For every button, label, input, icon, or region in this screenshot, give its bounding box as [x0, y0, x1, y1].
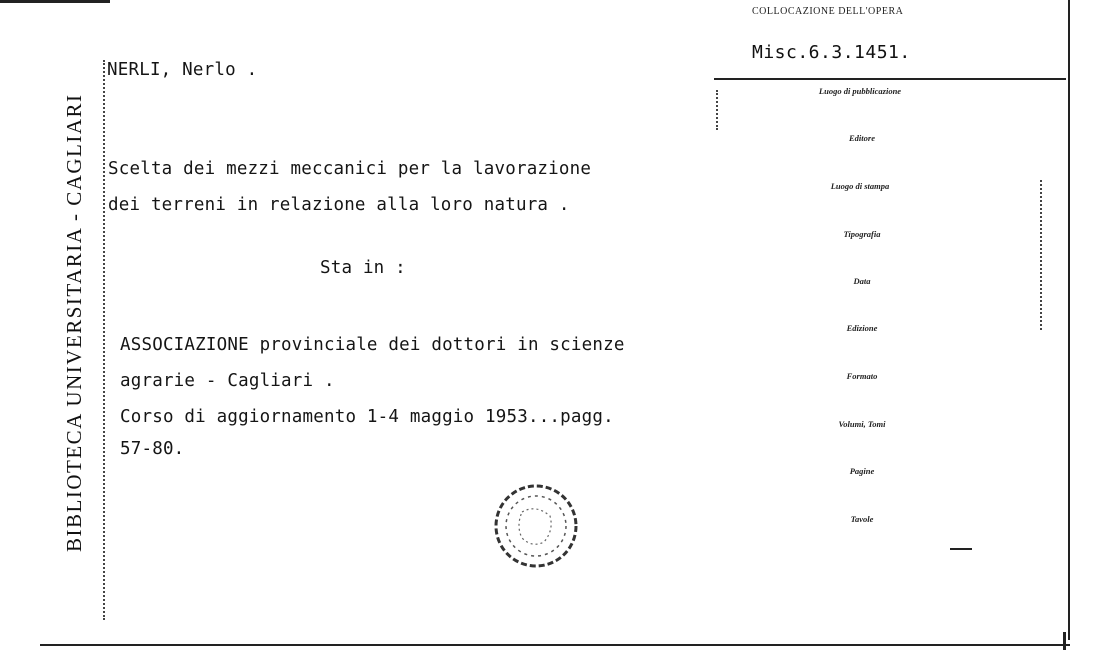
title-line-1: Scelta dei mezzi meccanici per la lavorazione: [108, 159, 592, 179]
field-tipografia: Tipografia: [843, 229, 881, 239]
field-volumi-tomi: Volumi, Tomi: [838, 419, 886, 429]
library-stamp-vertical: BIBLIOTECA UNIVERSITARIA - CAGLIARI: [62, 93, 86, 552]
source-line-3: Corso di aggiornamento 1-4 maggio 1953...pagg.: [120, 407, 614, 427]
source-line-4: 57-80.: [120, 439, 185, 459]
right-border-line: [1068, 0, 1070, 640]
shelfmark: Misc.6.3.1451.: [752, 42, 911, 63]
field-editore: Editore: [849, 133, 875, 143]
library-seal-stamp: [492, 482, 580, 570]
title-line-2: dei terreni in relazione alla loro natura .: [108, 195, 570, 215]
field-luogo-pubblicazione: Luogo di pubblicazione: [818, 86, 902, 96]
scan-mark-bottom-right: [950, 548, 972, 550]
right-panel-top-rule: [714, 78, 1066, 80]
left-dotted-margin: [103, 60, 107, 620]
author: NERLI, Nerlo .: [107, 60, 258, 80]
right-edge-dotted-marks: [1040, 180, 1044, 330]
scan-mark-corner: [1063, 632, 1066, 650]
right-panel-dotted-divider: [716, 90, 720, 130]
field-pagine: Pagine: [849, 466, 875, 476]
field-formato: Formato: [846, 371, 878, 381]
scan-mark-top-left: [0, 0, 110, 3]
source-line-1: ASSOCIAZIONE provinciale dei dottori in scienze: [120, 335, 625, 355]
field-tavole: Tavole: [850, 514, 874, 524]
collection-header: COLLOCAZIONE DELL'OPERA: [752, 6, 904, 17]
field-edizione: Edizione: [846, 323, 878, 333]
field-luogo-stampa: Luogo di stampa: [830, 181, 890, 191]
bottom-border-line: [40, 644, 1070, 646]
field-data: Data: [853, 276, 871, 286]
source-line-2: agrarie - Cagliari .: [120, 371, 335, 391]
sta-in-label: Sta in :: [320, 258, 406, 278]
